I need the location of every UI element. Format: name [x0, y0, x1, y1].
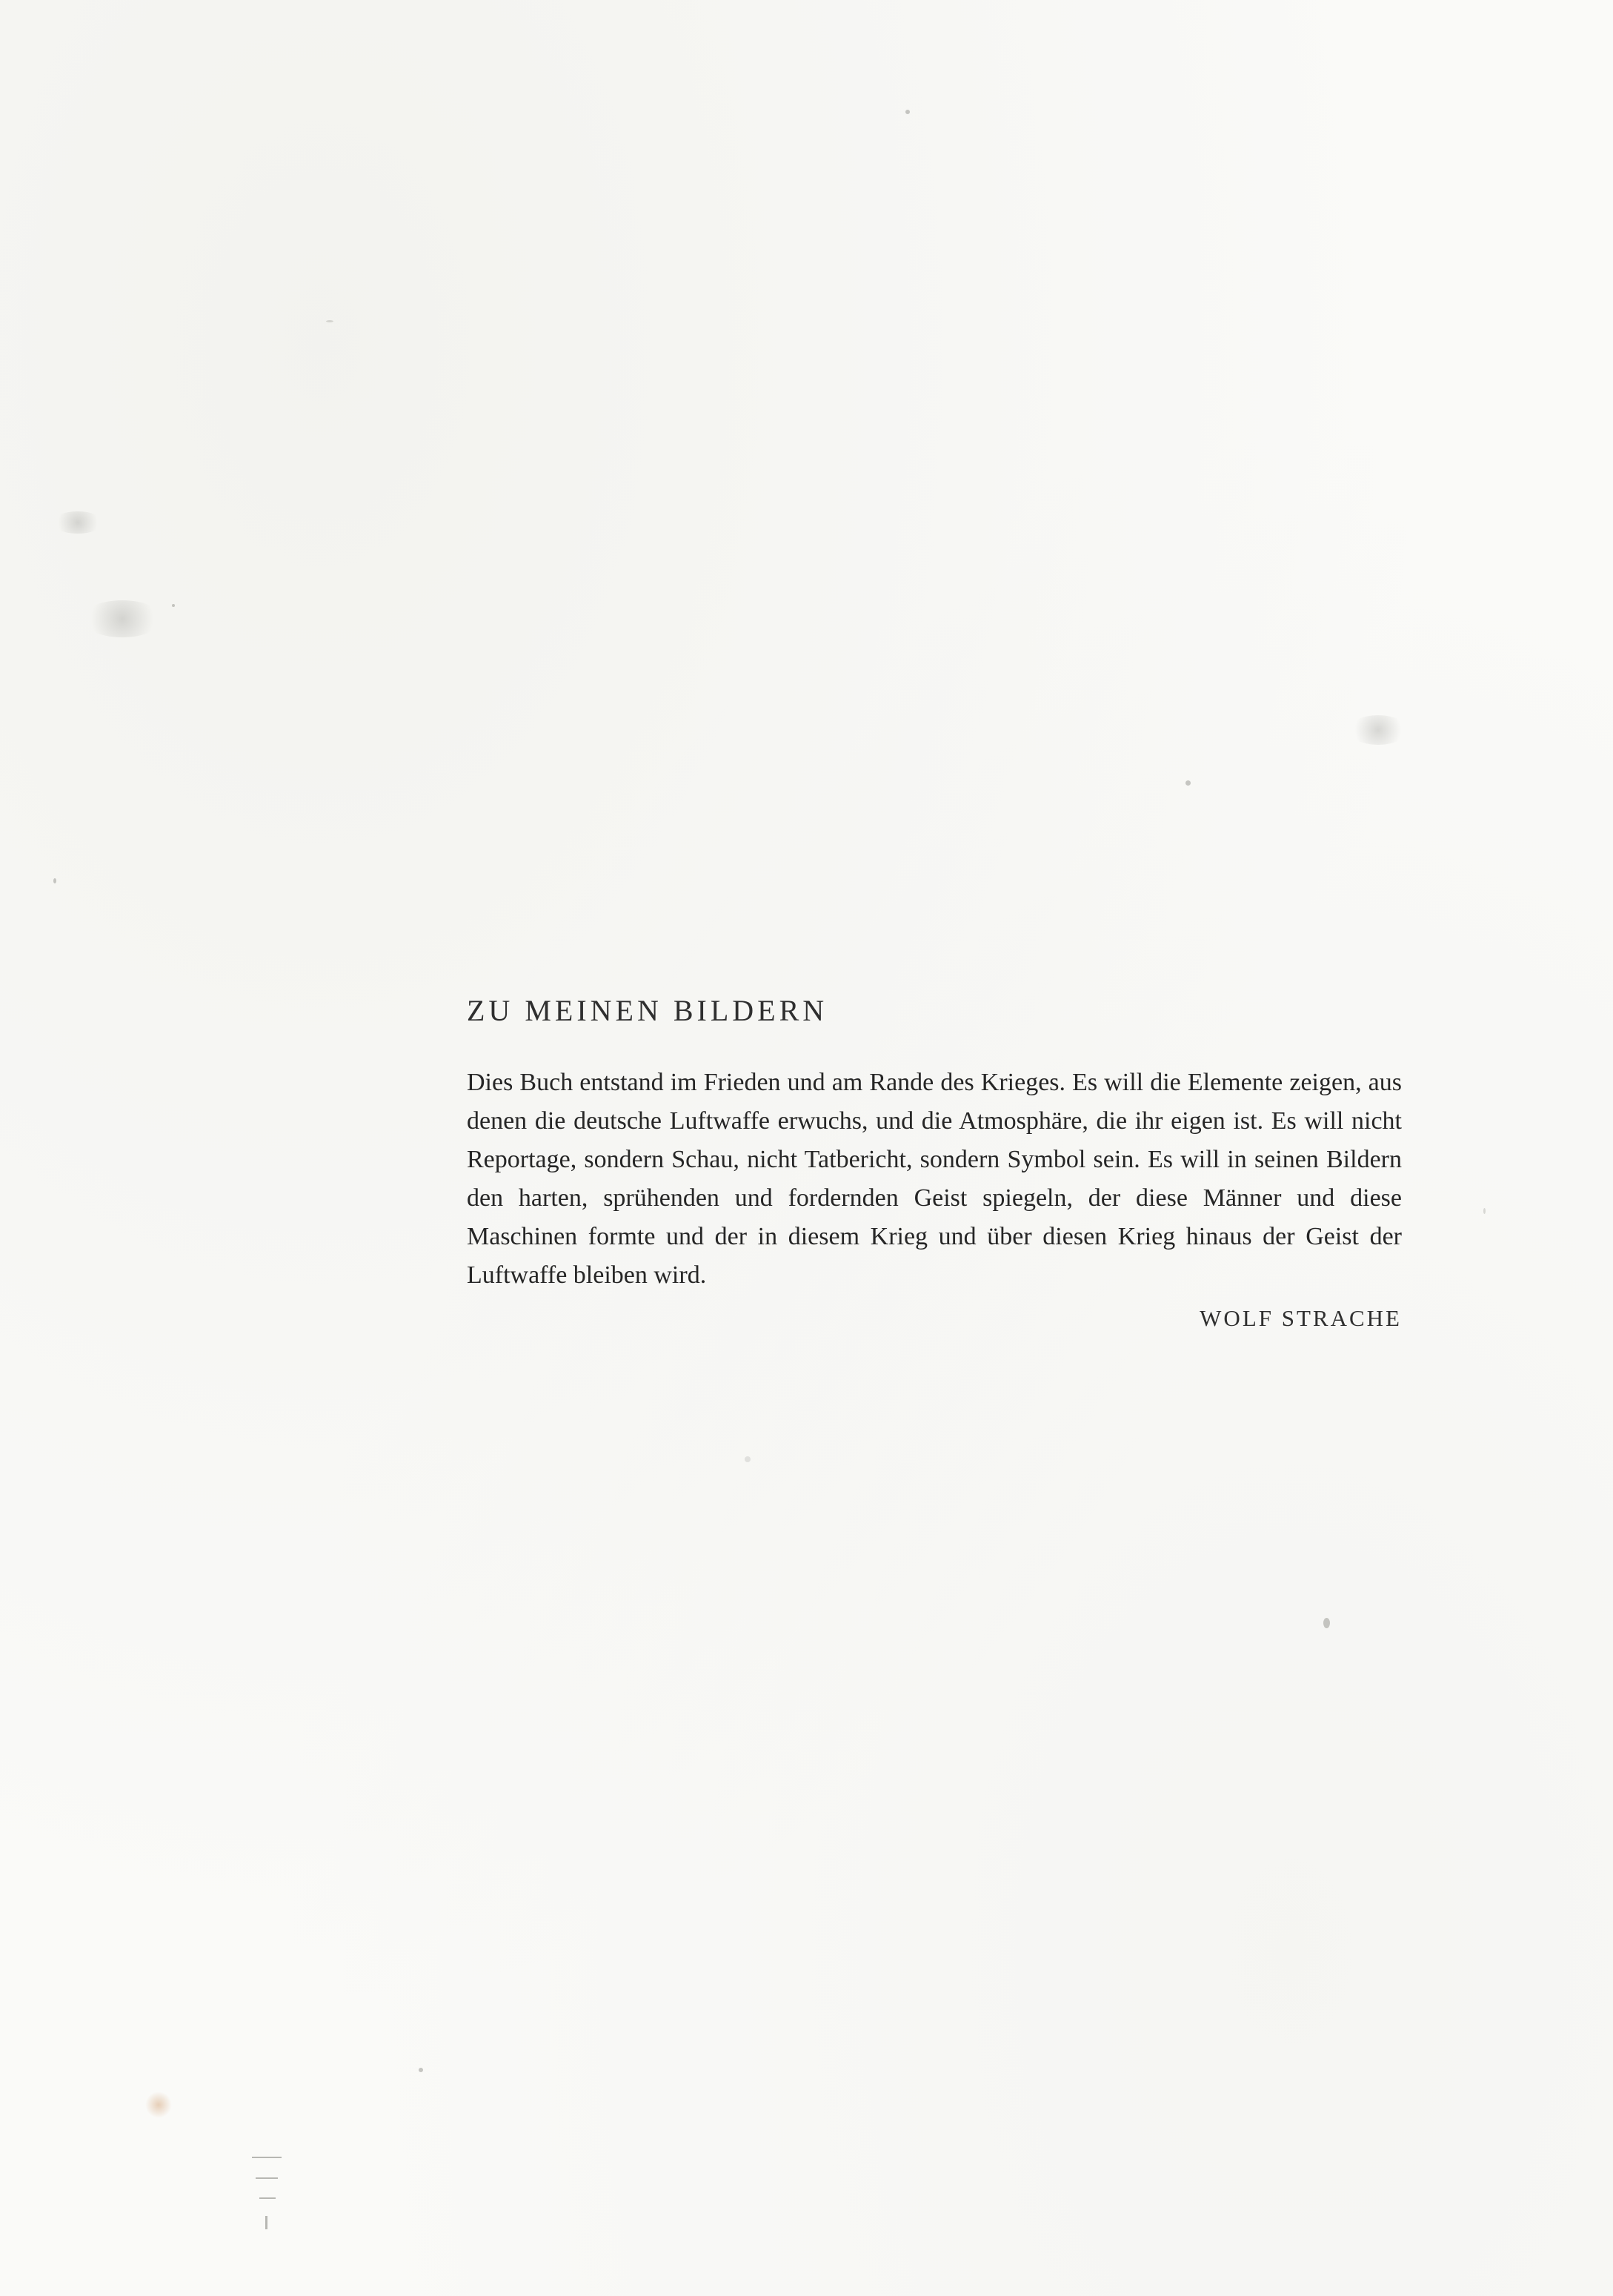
scan-smudge	[1348, 715, 1408, 745]
scan-mark	[265, 2216, 267, 2229]
scan-speck	[419, 2068, 423, 2072]
scan-speck	[905, 110, 910, 114]
scan-smudge	[52, 511, 104, 534]
scan-speck	[326, 320, 333, 322]
scan-speck	[53, 878, 56, 883]
scan-speck	[172, 604, 175, 607]
foreword-section	[467, 993, 1402, 1332]
section-heading: ZU MEINEN BILDERN	[467, 994, 828, 1027]
paper-stain	[145, 2091, 172, 2118]
scan-speck	[1323, 1618, 1330, 1628]
scan-mark	[256, 2177, 278, 2179]
foreword-paragraph: Dies Buch entstand im Frieden und am Rande des Krieges. Es will die Elemente zeigen, aus denen die deutsche Luftwaffe erwuchs, und die Atmosphäre, die ihr eigen ist. Es will nicht Reportage, sondern Schau, nicht Tatbericht, sondern Symbol sein. Es will in seinen Bildern den harten, sprühenden und fordernden Geist spiegeln, der diese Männer und diese Maschinen formte und der in diesem Krieg und über diesen Krieg hinaus der Geist der Luftwaffe bleiben wird.	[467, 1069, 1402, 1289]
scan-speck	[745, 1456, 751, 1462]
scan-mark	[259, 2197, 276, 2199]
author-signature: WOLF STRACHE	[1200, 1305, 1402, 1331]
scan-speck	[1483, 1208, 1486, 1214]
scan-speck	[1185, 780, 1191, 786]
scan-mark	[252, 2157, 282, 2158]
scan-smudge	[82, 600, 163, 637]
